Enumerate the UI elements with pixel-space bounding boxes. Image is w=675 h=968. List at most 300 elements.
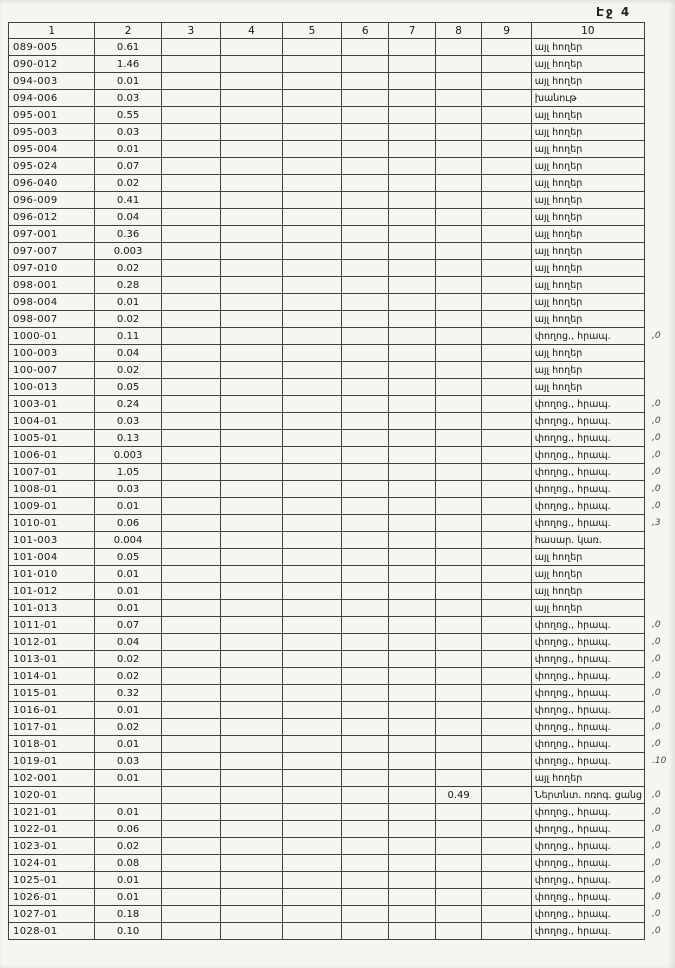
table-row xyxy=(9,90,675,107)
column-header-4: 4 xyxy=(220,23,282,39)
handwritten-margin-mark xyxy=(645,243,675,260)
cell-col-9 xyxy=(482,634,531,651)
cell-col-6 xyxy=(342,872,389,889)
cell-col-1: 100-007 xyxy=(9,362,95,379)
cell-col-3 xyxy=(161,923,220,940)
cell-col-8 xyxy=(435,617,482,634)
cell-col-10: փողոց., հրապ. xyxy=(531,651,644,668)
cell-col-6 xyxy=(342,753,389,770)
cell-col-6 xyxy=(342,668,389,685)
cell-col-6 xyxy=(342,498,389,515)
handwritten-margin-mark: ,0 xyxy=(652,501,661,511)
cell-col-2: 0.01 xyxy=(95,583,161,600)
cell-col-6 xyxy=(342,787,389,804)
cell-col-2: 0.61 xyxy=(95,39,161,56)
handwritten-margin-mark: ,0 xyxy=(652,331,661,341)
handwritten-margin-mark xyxy=(645,362,675,379)
cell-col-5 xyxy=(282,362,341,379)
cell-col-5 xyxy=(282,804,341,821)
cell-col-4 xyxy=(220,736,282,753)
cell-col-3 xyxy=(161,192,220,209)
cell-col-9 xyxy=(482,719,531,736)
cell-col-5 xyxy=(282,736,341,753)
cell-col-6 xyxy=(342,838,389,855)
cell-col-1: 101-004 xyxy=(9,549,95,566)
cell-col-7 xyxy=(389,889,435,906)
cell-col-7 xyxy=(389,175,435,192)
cell-col-7 xyxy=(389,56,435,73)
cell-col-9 xyxy=(482,515,531,532)
handwritten-margin-mark: .10 xyxy=(652,756,667,766)
cell-col-1: 1028-01 xyxy=(9,923,95,940)
table-body xyxy=(9,39,675,940)
cell-col-2: 1.05 xyxy=(95,464,161,481)
cell-col-5 xyxy=(282,413,341,430)
cell-col-9 xyxy=(482,158,531,175)
cell-col-6 xyxy=(342,634,389,651)
cell-col-3 xyxy=(161,600,220,617)
cell-col-8 xyxy=(435,56,482,73)
cell-col-8 xyxy=(435,192,482,209)
cell-col-8 xyxy=(435,889,482,906)
cell-col-3 xyxy=(161,447,220,464)
cell-col-5 xyxy=(282,56,341,73)
cell-col-9 xyxy=(482,464,531,481)
cell-col-1: 095-004 xyxy=(9,141,95,158)
cell-col-8 xyxy=(435,328,482,345)
cell-col-3 xyxy=(161,770,220,787)
handwritten-margin-mark xyxy=(645,175,675,192)
cell-col-10: փողոց., հրապ. xyxy=(531,855,644,872)
cell-col-5 xyxy=(282,532,341,549)
cell-col-10: փողոց., հրապ. xyxy=(531,498,644,515)
cell-col-8 xyxy=(435,668,482,685)
cell-col-8 xyxy=(435,906,482,923)
cell-col-5 xyxy=(282,549,341,566)
cell-col-1: 089-005 xyxy=(9,39,95,56)
cell-col-4 xyxy=(220,787,282,804)
cell-col-4 xyxy=(220,855,282,872)
cell-col-5 xyxy=(282,872,341,889)
cell-col-10: այլ հողեր xyxy=(531,56,644,73)
cell-col-5 xyxy=(282,345,341,362)
cell-col-3 xyxy=(161,685,220,702)
cell-col-1: 100-003 xyxy=(9,345,95,362)
cell-col-7 xyxy=(389,158,435,175)
cell-col-3 xyxy=(161,73,220,90)
cell-col-2: 0.05 xyxy=(95,549,161,566)
cell-col-10: փողոց., հրապ. xyxy=(531,447,644,464)
cell-col-2: 0.02 xyxy=(95,668,161,685)
cell-col-7 xyxy=(389,702,435,719)
cell-col-2: 0.03 xyxy=(95,481,161,498)
handwritten-margin-mark: ,0 xyxy=(652,858,661,868)
cell-col-1: 101-013 xyxy=(9,600,95,617)
cell-col-6 xyxy=(342,56,389,73)
cell-col-10: հասար. կառ. xyxy=(531,532,644,549)
cell-col-2: 0.04 xyxy=(95,634,161,651)
cell-col-6 xyxy=(342,702,389,719)
cell-col-3 xyxy=(161,787,220,804)
handwritten-margin-mark: ,0 xyxy=(652,892,661,902)
table-row xyxy=(9,532,675,549)
cell-col-9 xyxy=(482,192,531,209)
cell-col-5 xyxy=(282,396,341,413)
cell-col-10: փողոց., հրապ. xyxy=(531,464,644,481)
cell-col-5 xyxy=(282,124,341,141)
table-row xyxy=(9,158,675,175)
cell-col-4 xyxy=(220,515,282,532)
cell-col-10: այլ հողեր xyxy=(531,549,644,566)
table-row xyxy=(9,243,675,260)
cell-col-9 xyxy=(482,226,531,243)
table-row xyxy=(9,328,675,345)
table-row xyxy=(9,923,675,940)
cell-col-5 xyxy=(282,141,341,158)
cell-col-4 xyxy=(220,702,282,719)
cell-col-7 xyxy=(389,141,435,158)
cell-col-7 xyxy=(389,362,435,379)
cell-col-3 xyxy=(161,260,220,277)
cell-col-4 xyxy=(220,107,282,124)
cell-col-4 xyxy=(220,923,282,940)
cell-col-9 xyxy=(482,481,531,498)
cell-col-7 xyxy=(389,345,435,362)
handwritten-margin-mark: ,0 xyxy=(652,416,661,426)
cell-col-3 xyxy=(161,209,220,226)
cell-col-7 xyxy=(389,481,435,498)
cell-col-10: Ներտնտ. ոռոգ. ցանց xyxy=(531,787,644,804)
handwritten-margin-mark: ,0 xyxy=(652,654,661,664)
cell-col-6 xyxy=(342,209,389,226)
cell-col-5 xyxy=(282,566,341,583)
cell-col-10: փողոց., հրապ. xyxy=(531,804,644,821)
cell-col-9 xyxy=(482,413,531,430)
cell-col-3 xyxy=(161,464,220,481)
column-header-10: 10 xyxy=(531,23,644,39)
cell-col-7 xyxy=(389,39,435,56)
cell-col-10: այլ հողեր xyxy=(531,770,644,787)
cell-col-4 xyxy=(220,532,282,549)
cell-col-7 xyxy=(389,124,435,141)
handwritten-margin-mark xyxy=(645,532,675,549)
cell-col-8 xyxy=(435,294,482,311)
cell-col-9 xyxy=(482,260,531,277)
handwritten-margin-mark: ,0 xyxy=(652,450,661,460)
cell-col-4 xyxy=(220,685,282,702)
cell-col-7 xyxy=(389,855,435,872)
cell-col-3 xyxy=(161,617,220,634)
table-row xyxy=(9,226,675,243)
cell-col-10: այլ հողեր xyxy=(531,294,644,311)
cell-col-2: 0.28 xyxy=(95,277,161,294)
cell-col-3 xyxy=(161,90,220,107)
cell-col-6 xyxy=(342,141,389,158)
cell-col-2 xyxy=(95,787,161,804)
cell-col-5 xyxy=(282,787,341,804)
cell-col-3 xyxy=(161,362,220,379)
cell-col-3 xyxy=(161,753,220,770)
cell-col-1: 095-024 xyxy=(9,158,95,175)
cell-col-8 xyxy=(435,345,482,362)
cell-col-10: փողոց., հրապ. xyxy=(531,889,644,906)
cell-col-7 xyxy=(389,566,435,583)
cell-col-2: 0.03 xyxy=(95,413,161,430)
table-row xyxy=(9,413,675,430)
cell-col-6 xyxy=(342,855,389,872)
cell-col-6 xyxy=(342,566,389,583)
cell-col-7 xyxy=(389,107,435,124)
table-row xyxy=(9,600,675,617)
cell-col-8 xyxy=(435,39,482,56)
cell-col-7 xyxy=(389,90,435,107)
cell-col-3 xyxy=(161,736,220,753)
cell-col-6 xyxy=(342,107,389,124)
cell-col-2: 0.18 xyxy=(95,906,161,923)
handwritten-margin-mark xyxy=(645,192,675,209)
handwritten-margin-mark: ,0 xyxy=(652,807,661,817)
cell-col-7 xyxy=(389,753,435,770)
cell-col-10: այլ հողեր xyxy=(531,175,644,192)
cell-col-7 xyxy=(389,73,435,90)
handwritten-margin-mark xyxy=(645,583,675,600)
cell-col-10: փողոց., հրապ. xyxy=(531,515,644,532)
table-row xyxy=(9,379,675,396)
table-row xyxy=(9,294,675,311)
cell-col-1: 1022-01 xyxy=(9,821,95,838)
cell-col-8 xyxy=(435,481,482,498)
table-row xyxy=(9,73,675,90)
table-row xyxy=(9,872,675,889)
cell-col-10: այլ հողեր xyxy=(531,39,644,56)
cell-col-7 xyxy=(389,787,435,804)
cell-col-8 xyxy=(435,753,482,770)
cell-col-2: 0.01 xyxy=(95,294,161,311)
cell-col-4 xyxy=(220,396,282,413)
cell-col-1: 098-004 xyxy=(9,294,95,311)
handwritten-margin-mark xyxy=(645,141,675,158)
cell-col-1: 1019-01 xyxy=(9,753,95,770)
cell-col-5 xyxy=(282,294,341,311)
cell-col-8 xyxy=(435,498,482,515)
cell-col-5 xyxy=(282,600,341,617)
cell-col-5 xyxy=(282,668,341,685)
cell-col-4 xyxy=(220,209,282,226)
cell-col-6 xyxy=(342,73,389,90)
cell-col-7 xyxy=(389,413,435,430)
cell-col-1: 096-040 xyxy=(9,175,95,192)
cell-col-9 xyxy=(482,39,531,56)
column-header-7: 7 xyxy=(389,23,435,39)
handwritten-margin-mark xyxy=(645,549,675,566)
cell-col-4 xyxy=(220,243,282,260)
cell-col-6 xyxy=(342,124,389,141)
cell-col-1: 1005-01 xyxy=(9,430,95,447)
cell-col-1: 102-001 xyxy=(9,770,95,787)
cell-col-5 xyxy=(282,889,341,906)
cell-col-8 xyxy=(435,464,482,481)
cell-col-6 xyxy=(342,158,389,175)
cell-col-2: 0.01 xyxy=(95,600,161,617)
cell-col-2: 0.01 xyxy=(95,498,161,515)
handwritten-margin-mark xyxy=(645,311,675,328)
handwritten-margin-mark xyxy=(645,107,675,124)
handwritten-margin-mark xyxy=(645,294,675,311)
cell-col-5 xyxy=(282,192,341,209)
cell-col-9 xyxy=(482,294,531,311)
cell-col-4 xyxy=(220,651,282,668)
cell-col-1: 101-012 xyxy=(9,583,95,600)
margin-header-spacer xyxy=(645,23,675,39)
cell-col-6 xyxy=(342,770,389,787)
cell-col-6 xyxy=(342,719,389,736)
table-row xyxy=(9,277,675,294)
cell-col-5 xyxy=(282,685,341,702)
cell-col-8 xyxy=(435,770,482,787)
cell-col-6 xyxy=(342,345,389,362)
cell-col-4 xyxy=(220,753,282,770)
cell-col-10: փողոց., հրապ. xyxy=(531,719,644,736)
table-row xyxy=(9,175,675,192)
cell-col-4 xyxy=(220,464,282,481)
cell-col-10: փողոց., հրապ. xyxy=(531,430,644,447)
cell-col-8 xyxy=(435,413,482,430)
cell-col-1: 096-009 xyxy=(9,192,95,209)
cell-col-5 xyxy=(282,73,341,90)
cell-col-4 xyxy=(220,311,282,328)
cell-col-4 xyxy=(220,226,282,243)
cell-col-4 xyxy=(220,277,282,294)
cell-col-1: 094-003 xyxy=(9,73,95,90)
cell-col-10: փողոց., հրապ. xyxy=(531,413,644,430)
cell-col-7 xyxy=(389,243,435,260)
cell-col-4 xyxy=(220,141,282,158)
cell-col-8 xyxy=(435,804,482,821)
cell-col-6 xyxy=(342,481,389,498)
cell-col-10: այլ հողեր xyxy=(531,141,644,158)
table-row xyxy=(9,141,675,158)
cell-col-5 xyxy=(282,906,341,923)
cell-col-2: 0.02 xyxy=(95,362,161,379)
cell-col-3 xyxy=(161,379,220,396)
cell-col-7 xyxy=(389,872,435,889)
cell-col-6 xyxy=(342,226,389,243)
cell-col-9 xyxy=(482,923,531,940)
table-row xyxy=(9,719,675,736)
cell-col-3 xyxy=(161,549,220,566)
cell-col-2: 0.01 xyxy=(95,770,161,787)
handwritten-margin-mark xyxy=(645,600,675,617)
cell-col-2: 0.03 xyxy=(95,124,161,141)
cell-col-10: այլ հողեր xyxy=(531,158,644,175)
handwritten-margin-mark xyxy=(645,277,675,294)
cell-col-4 xyxy=(220,430,282,447)
table-row xyxy=(9,464,675,481)
handwritten-margin-mark xyxy=(645,379,675,396)
handwritten-margin-mark xyxy=(645,56,675,73)
cell-col-8 xyxy=(435,158,482,175)
cell-col-1: 1020-01 xyxy=(9,787,95,804)
cell-col-6 xyxy=(342,379,389,396)
cell-col-4 xyxy=(220,583,282,600)
cell-col-9 xyxy=(482,209,531,226)
cell-col-10: փողոց., հրապ. xyxy=(531,396,644,413)
cell-col-3 xyxy=(161,413,220,430)
cell-col-9 xyxy=(482,651,531,668)
cell-col-2: 0.02 xyxy=(95,838,161,855)
cell-col-9 xyxy=(482,447,531,464)
cell-col-8 xyxy=(435,923,482,940)
cell-col-9 xyxy=(482,838,531,855)
cell-col-1: 094-006 xyxy=(9,90,95,107)
cell-col-8 xyxy=(435,379,482,396)
cell-col-5 xyxy=(282,430,341,447)
cell-col-7 xyxy=(389,685,435,702)
cell-col-7 xyxy=(389,515,435,532)
cell-col-8 xyxy=(435,855,482,872)
handwritten-margin-mark xyxy=(645,124,675,141)
cell-col-7 xyxy=(389,209,435,226)
cell-col-9 xyxy=(482,600,531,617)
cell-col-3 xyxy=(161,855,220,872)
cell-col-10: փողոց., հրապ. xyxy=(531,736,644,753)
table-row xyxy=(9,447,675,464)
cell-col-3 xyxy=(161,838,220,855)
cell-col-7 xyxy=(389,192,435,209)
cell-col-1: 1004-01 xyxy=(9,413,95,430)
handwritten-margin-mark: ,0 xyxy=(652,484,661,494)
cell-col-3 xyxy=(161,124,220,141)
cell-col-6 xyxy=(342,651,389,668)
cell-col-6 xyxy=(342,889,389,906)
cell-col-3 xyxy=(161,243,220,260)
cell-col-2: 0.41 xyxy=(95,192,161,209)
cell-col-5 xyxy=(282,158,341,175)
cell-col-4 xyxy=(220,328,282,345)
cell-col-1: 098-007 xyxy=(9,311,95,328)
cell-col-7 xyxy=(389,294,435,311)
cell-col-9 xyxy=(482,702,531,719)
cell-col-4 xyxy=(220,549,282,566)
cell-col-1: 095-001 xyxy=(9,107,95,124)
cell-col-3 xyxy=(161,141,220,158)
cell-col-4 xyxy=(220,379,282,396)
cell-col-7 xyxy=(389,719,435,736)
cell-col-8 xyxy=(435,600,482,617)
cell-col-4 xyxy=(220,668,282,685)
table-row xyxy=(9,124,675,141)
cell-col-3 xyxy=(161,515,220,532)
cell-col-3 xyxy=(161,294,220,311)
cell-col-6 xyxy=(342,192,389,209)
cell-col-10: այլ հողեր xyxy=(531,209,644,226)
cell-col-7 xyxy=(389,396,435,413)
cell-col-7 xyxy=(389,260,435,277)
table-row xyxy=(9,821,675,838)
cell-col-2: 0.01 xyxy=(95,889,161,906)
cell-col-6 xyxy=(342,464,389,481)
cell-col-1: 1024-01 xyxy=(9,855,95,872)
cell-col-4 xyxy=(220,73,282,90)
cell-col-5 xyxy=(282,481,341,498)
cell-col-2: 0.01 xyxy=(95,804,161,821)
column-header-6: 6 xyxy=(342,23,389,39)
table-row xyxy=(9,770,675,787)
table-row xyxy=(9,481,675,498)
cell-col-8 xyxy=(435,549,482,566)
cell-col-2: 0.05 xyxy=(95,379,161,396)
table-row xyxy=(9,549,675,566)
